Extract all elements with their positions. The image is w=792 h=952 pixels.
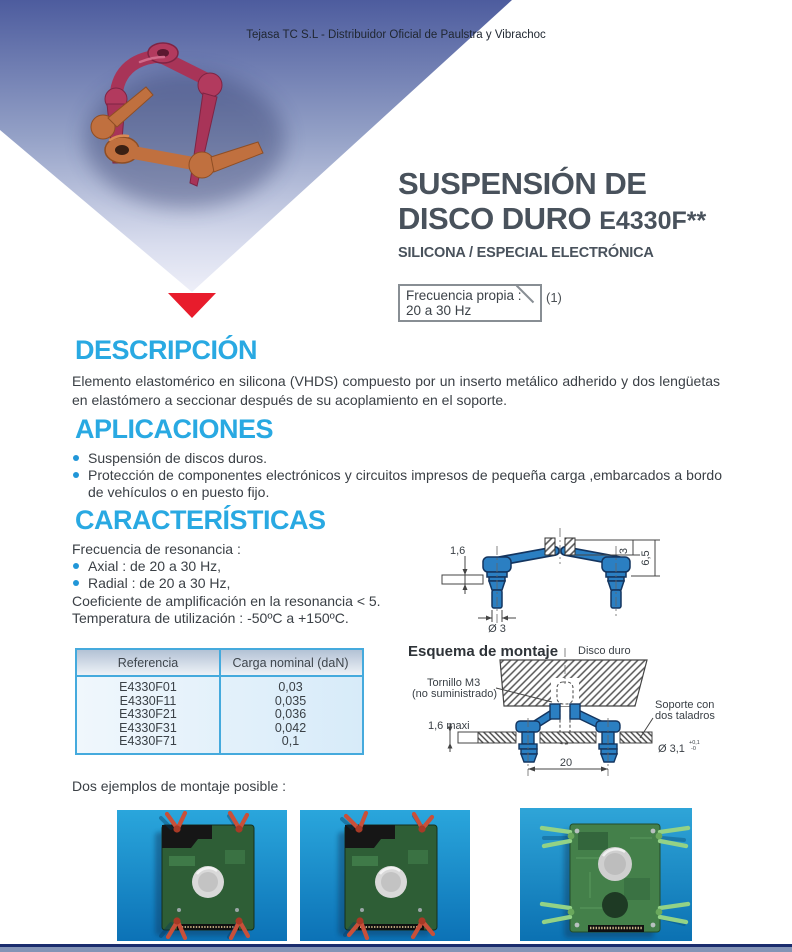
page-title-line1: SUSPENSIÓN DE (398, 166, 647, 201)
list-item: Radial : de 20 a 30 Hz, (72, 575, 432, 592)
page-subtitle: SILICONA / ESPECIAL ELECTRÓNICA (398, 245, 654, 261)
dim-right-outer-label: 6,5 (640, 550, 652, 566)
title-block (398, 167, 706, 239)
model-code: E4330F** (599, 207, 707, 235)
bullet-icon (73, 563, 79, 569)
frequency-value: 20 a 30 Hz (406, 303, 472, 318)
page-title-product: DISCO DURO (398, 201, 592, 236)
list-item: Axial : de 20 a 30 Hz, (72, 558, 432, 575)
bullet-icon (73, 455, 79, 461)
distributor-header: Tejasa TC S.L - Distribuidor Oficial de Paulstra y Vibrachoc (246, 29, 546, 41)
bullet-icon (73, 580, 79, 586)
example-photo-3 (520, 808, 692, 941)
table-column-divider (219, 675, 221, 753)
section-heading-aplicaciones: APLICACIONES (75, 414, 274, 444)
red-arrow-icon (168, 293, 216, 318)
caracteristicas-line: Temperatura de utilización : -50ºC a +150ºC. (72, 609, 349, 626)
label-disco-duro: Disco duro (578, 645, 631, 657)
frequency-label: Frecuencia propia : (406, 288, 522, 303)
caracteristicas-line: Coeficiente de amplificación en la resonancia < 5. (72, 592, 381, 609)
col-header-referencia: Referencia (117, 655, 179, 670)
list-item: Protección de componentes electrónicos y circuitos impresos de pequeña carga ,embarcados a bordo de vehículos o en puesto fijo. (72, 467, 722, 501)
footer-bar (0, 944, 792, 952)
frequency-note: (1) (546, 290, 562, 305)
dim-hole-label: Ø 3,1 (658, 743, 685, 755)
examples-caption: Dos ejemplos de montaje posible : (72, 778, 287, 794)
table-row: E4330F21 0,036 (119, 707, 307, 722)
table-row: E4330F11 0,035 (119, 693, 307, 708)
section-heading-descripcion: DESCRIPCIÓN (75, 335, 258, 365)
caracteristicas-list (72, 541, 432, 627)
table-row: E4330F01 0,03 (119, 680, 303, 694)
frequency-box (398, 284, 542, 322)
dim-thickness-label: 1,6 maxi (428, 720, 470, 732)
label-tornillo-line2: (no suministrado) (412, 688, 497, 700)
label-soporte-line1: Soporte con (655, 699, 715, 711)
bullet-icon (73, 472, 79, 478)
label-tornillo-line1: Tornillo M3 (427, 677, 481, 689)
scheme-title: Esquema de montaje (408, 643, 559, 660)
col-header-carga: Carga nominal (daN) (219, 650, 360, 675)
list-item: Suspensión de discos duros. (72, 450, 722, 467)
example-photo-1 (117, 810, 287, 941)
dim-bottom-label: Ø 3 (488, 623, 506, 635)
example-photo-2 (300, 810, 470, 941)
footer-bar-slate (0, 947, 792, 952)
spec-table (75, 648, 364, 755)
page-title-line2 (398, 201, 706, 239)
dim-hole-tol-sup: +0,1 (689, 740, 700, 746)
descripcion-body: Elemento elastomérico en silicona (VHDS) compuesto por un inserto metálico adherido y dos lengüetas en elastómero a seccionar después de su acoplamiento en el soporte. (72, 373, 720, 408)
table-header-row (77, 650, 362, 677)
mounting-scheme-drawing (400, 640, 792, 780)
soporte-strip (458, 732, 652, 743)
aplicaciones-list (72, 450, 722, 502)
caracteristicas-intro: Frecuencia de resonancia : (72, 541, 241, 557)
dim-width-label: 20 (559, 757, 573, 769)
dim-right-inner-label: 3 (618, 547, 630, 555)
table-row: E4330F31 0,042 (119, 720, 307, 735)
section-heading-caracteristicas: CARACTERÍSTICAS (75, 505, 326, 535)
dim-left-label: 1,6 (450, 545, 466, 557)
label-soporte-line2: dos taladros (655, 710, 715, 722)
table-row: E4330F71 0,1 (119, 734, 300, 749)
dim-hole-tol-inf: -0 (691, 746, 696, 752)
front-view-drawing (428, 524, 740, 636)
